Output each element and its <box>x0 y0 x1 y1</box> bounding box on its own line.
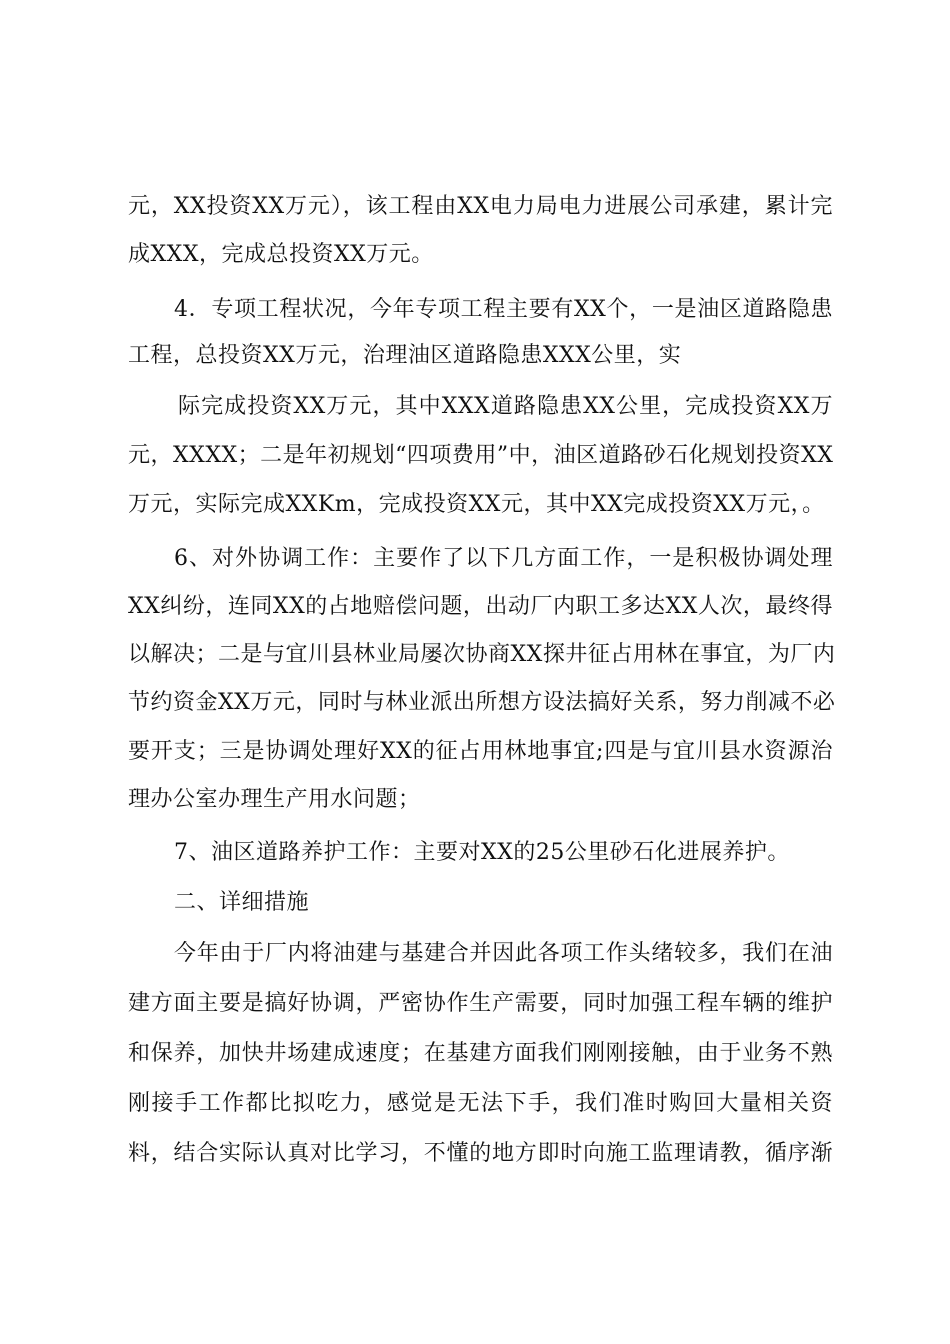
text-line: 节约资金XX万元，同时与林业派出所想方设法搞好关系，努力削减不必 <box>128 690 836 715</box>
text-line: 料，结合实际认真对比学习，不懂的地方即时向施工监理请教，循序渐 <box>128 1141 833 1166</box>
text-line: 6、对外协调工作：主要作了以下几方面工作，一是积极协调处理 <box>174 546 833 571</box>
text-line: 工程，总投资XX万元，治理油区道路隐患XXX公里，实 <box>128 343 682 368</box>
text-line: 理办公室办理生产用水问题； <box>128 787 421 812</box>
text-line: 今年由于厂内将油建与基建合并因此各项工作头绪较多，我们在油 <box>174 941 833 966</box>
text-line: 成XXX，完成总投资XX万元。 <box>128 242 434 267</box>
text-line: 要开支；三是协调处理好XX的征占用林地事宜;四是与宜川县水资源治 <box>128 739 833 764</box>
text-line: 和保养，加快井场建成速度；在基建方面我们刚刚接触，由于业务不熟 <box>128 1041 833 1066</box>
text-line: 4．专项工程状况，今年专项工程主要有XX个，一是油区道路隐患 <box>174 297 833 322</box>
text-line: XX纠纷，连同XX的占地赔偿问题，出动厂内职工多达XX人次，最终得 <box>128 594 833 619</box>
text-line: 7、油区道路养护工作：主要对XX的25公里砂石化进展养护。 <box>174 840 790 865</box>
text-line: 万元，实际完成XXKm，完成投资XX元，其中XX完成投资XX万元，。 <box>128 492 825 517</box>
text-line: 建方面主要是搞好协调，严密协作生产需要，同时加强工程车辆的维护 <box>128 991 833 1016</box>
section-heading: 二、详细措施 <box>174 890 310 915</box>
text-line: 元，XX投资XX万元），该工程由XX电力局电力进展公司承建，累计完 <box>128 194 833 219</box>
text-line: 际完成投资XX万元，其中XXX道路隐患XX公里，完成投资XX万 <box>178 394 833 419</box>
text-line: 元，XXXX；二是年初规划“四项费用”中，油区道路砂石化规划投资XX <box>128 443 834 468</box>
text-line: 以解决；二是与宜川县林业局屡次协商XX探井征占用林在事宜，为厂内 <box>128 642 836 667</box>
text-line: 刚接手工作都比拟吃力，感觉是无法下手，我们准时购回大量相关资 <box>128 1091 833 1116</box>
